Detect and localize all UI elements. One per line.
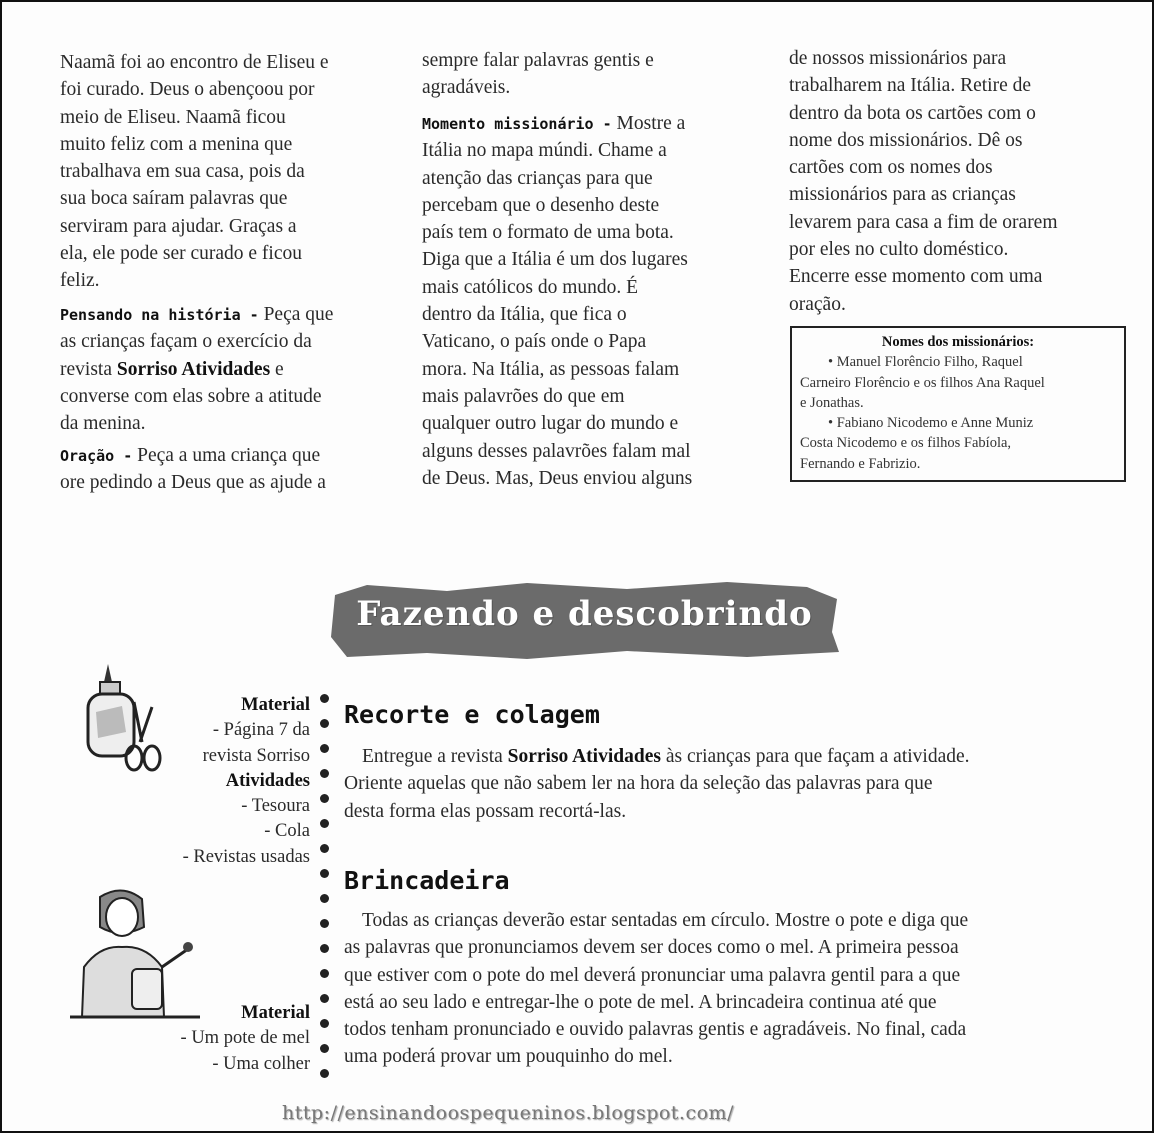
material-label: Material bbox=[241, 1003, 310, 1023]
text-line: está ao seu lado e entregar-lhe o pote de mel. A brincadeira continua até que bbox=[344, 991, 937, 1013]
text-line: percebam que o desenho deste bbox=[422, 194, 660, 216]
text-line: país tem o formato de uma bota. bbox=[422, 222, 674, 244]
section-title: Fazendo e descobrindo bbox=[356, 594, 813, 634]
divider-dot bbox=[320, 944, 329, 953]
activity2-materials bbox=[181, 1001, 310, 1077]
text-line: mais palavrões do que em bbox=[422, 385, 625, 407]
line: ore pedindo a Deus que as ajude a bbox=[60, 472, 326, 494]
material-item: - Revistas usadas bbox=[182, 846, 310, 867]
text: Peça a uma criança que bbox=[132, 445, 321, 466]
lines bbox=[344, 770, 970, 825]
text-line: muito feliz com a menina que bbox=[60, 133, 293, 155]
text-line: agradáveis. bbox=[422, 77, 511, 99]
text-line: Diga que a Itália é um dos lugares bbox=[422, 249, 688, 271]
magazine-name: Sorriso Atividades bbox=[116, 358, 271, 380]
divider-dot bbox=[320, 869, 329, 878]
text-line: meio de Eliseu. Naamã ficou bbox=[60, 106, 286, 128]
divider-dot bbox=[320, 794, 329, 803]
box-line: Fernando e Fabrizio. bbox=[800, 455, 921, 472]
text-line: nome dos missionários. Dê os bbox=[789, 129, 1023, 151]
col1-paragraph-1 bbox=[60, 49, 329, 295]
text-line: Oriente aquelas que não sabem ler na hora da seleção das palavras para que bbox=[344, 773, 933, 795]
text-line: trabalharem na Itália. Retire de bbox=[789, 75, 1031, 97]
text-line: que estiver com o pote do mel deverá pronunciar uma palavra gentil para a que bbox=[344, 964, 961, 986]
label-oracao: Oração - bbox=[60, 447, 133, 465]
text-line: oração. bbox=[789, 293, 846, 315]
divider-dot bbox=[320, 894, 329, 903]
text-line: de Deus. Mas, Deus enviou alguns bbox=[422, 467, 693, 489]
text-line: dentro da Itália, que fica o bbox=[422, 304, 627, 326]
text-line: foi curado. Deus o abençoou por bbox=[60, 79, 315, 101]
col1-paragraph-3 bbox=[60, 442, 326, 497]
text: Peça que bbox=[258, 304, 334, 325]
text-line: mora. Na Itália, as pessoas falam bbox=[422, 358, 680, 380]
text-line: serviram para ajudar. Graças a bbox=[60, 215, 297, 237]
box-line: Carneiro Florêncio e os filhos Ana Raquel bbox=[800, 374, 1045, 391]
text: Entregue a revista bbox=[362, 746, 508, 767]
divider-dot bbox=[320, 719, 329, 728]
box-line: e Jonathas. bbox=[800, 394, 864, 411]
text-line: desta forma elas possam recortá-las. bbox=[344, 800, 627, 822]
text-line: atenção das crianças para que bbox=[422, 167, 653, 189]
text-line: trabalhava em sua casa, pois da bbox=[60, 161, 305, 183]
text-line: ela, ele pode ser curado e ficou bbox=[60, 243, 302, 265]
material-item: - Um pote de mel bbox=[180, 1028, 310, 1049]
text-line: Naamã foi ao encontro de Eliseu e bbox=[60, 52, 329, 73]
activity1-materials bbox=[183, 693, 310, 870]
material-item: - Página 7 da bbox=[212, 720, 310, 741]
footer-url[interactable]: http://ensinandoospequeninos.blogspot.com/ bbox=[282, 1102, 734, 1124]
text-line: Vaticano, o país onde o Papa bbox=[422, 331, 647, 353]
text-line: cartões com os nomes dos bbox=[789, 157, 993, 179]
activity1-title: Recorte e colagem bbox=[344, 700, 600, 729]
divider-dot bbox=[320, 769, 329, 778]
text: revista Sorriso bbox=[202, 745, 310, 766]
label-pensando: Pensando na história - bbox=[60, 306, 259, 324]
col2-paragraph-2 bbox=[422, 110, 692, 492]
text-line: missionários para as crianças bbox=[789, 184, 1016, 206]
divider-dot bbox=[320, 919, 329, 928]
text-line: mais católicos do mundo. É bbox=[422, 276, 639, 298]
text-line: levarem para casa a fim de orarem bbox=[789, 211, 1058, 233]
magazine-name: Sorriso Atividades bbox=[507, 746, 661, 767]
text-line: Todas as crianças deverão estar sentadas em círculo. Mostre o pote e diga que bbox=[362, 910, 969, 931]
dotted-divider bbox=[320, 694, 330, 1094]
material-item: - Cola bbox=[264, 821, 310, 842]
material-item: - Tesoura bbox=[241, 796, 310, 817]
material-item: Atividades bbox=[225, 770, 310, 791]
box-line: • Manuel Florêncio Filho, Raquel bbox=[828, 354, 1023, 371]
divider-dot bbox=[320, 1019, 329, 1028]
divider-dot bbox=[320, 844, 329, 853]
line: da menina. bbox=[60, 413, 146, 435]
text-line: sua boca saíram palavras que bbox=[60, 188, 288, 210]
divider-dot bbox=[320, 1069, 329, 1078]
activity2-title: Brincadeira bbox=[344, 866, 510, 895]
box-line: Costa Nicodemo e os filhos Fabíola, bbox=[800, 435, 1012, 452]
divider-dot bbox=[320, 819, 329, 828]
material-item: - Uma colher bbox=[212, 1053, 310, 1074]
material-item bbox=[183, 744, 310, 769]
text-line: sempre falar palavras gentis e bbox=[422, 50, 654, 71]
text: e bbox=[270, 358, 284, 380]
text-line: todos tenham pronunciado e ouvido palavras gentis e agradáveis. No final, cada bbox=[344, 1019, 967, 1041]
col1-paragraph-2 bbox=[60, 301, 333, 437]
text-line: feliz. bbox=[60, 270, 100, 292]
text: revista bbox=[60, 358, 117, 380]
label-momento-missionario: Momento missionário - bbox=[422, 115, 612, 133]
text-line: uma poderá provar um pouquinho do mel. bbox=[344, 1046, 673, 1068]
missionaries-box bbox=[790, 326, 1126, 482]
text-line: alguns desses palavrões falam mal bbox=[422, 440, 691, 462]
col2-paragraph-1 bbox=[422, 47, 654, 102]
text-line: Encerre esse momento com uma bbox=[789, 266, 1043, 288]
divider-dot bbox=[320, 744, 329, 753]
lines bbox=[422, 137, 692, 492]
material-label: Material bbox=[241, 695, 310, 715]
text-line: qualquer outro lugar do mundo e bbox=[422, 413, 679, 435]
line: converse com elas sobre a atitude bbox=[60, 385, 322, 407]
text: Mostre a bbox=[611, 113, 686, 134]
text-line: de nossos missionários para bbox=[789, 48, 1007, 69]
box-line: • Fabiano Nicodemo e Anne Muniz bbox=[828, 415, 1034, 432]
text-line: por eles no culto doméstico. bbox=[789, 239, 1009, 261]
activity2-text bbox=[344, 907, 968, 1071]
divider-dot bbox=[320, 994, 329, 1003]
divider-dot bbox=[320, 694, 329, 703]
box-title: Nomes dos missionários: bbox=[881, 334, 1035, 350]
col3-paragraph-1 bbox=[789, 45, 1058, 318]
text-line: as palavras que pronunciamos devem ser doces como o mel. A primeira pessoa bbox=[344, 937, 959, 959]
divider-dot bbox=[320, 1044, 329, 1053]
divider-dot bbox=[320, 969, 329, 978]
text-line: dentro da bota os cartões com o bbox=[789, 102, 1036, 124]
glue-and-scissors-icon bbox=[82, 662, 167, 787]
text: às crianças para que façam a atividade. bbox=[660, 746, 970, 767]
text-line: Itália no mapa múndi. Chame a bbox=[422, 140, 667, 162]
activity1-text bbox=[344, 743, 970, 825]
line: as crianças façam o exercício da bbox=[60, 331, 312, 353]
